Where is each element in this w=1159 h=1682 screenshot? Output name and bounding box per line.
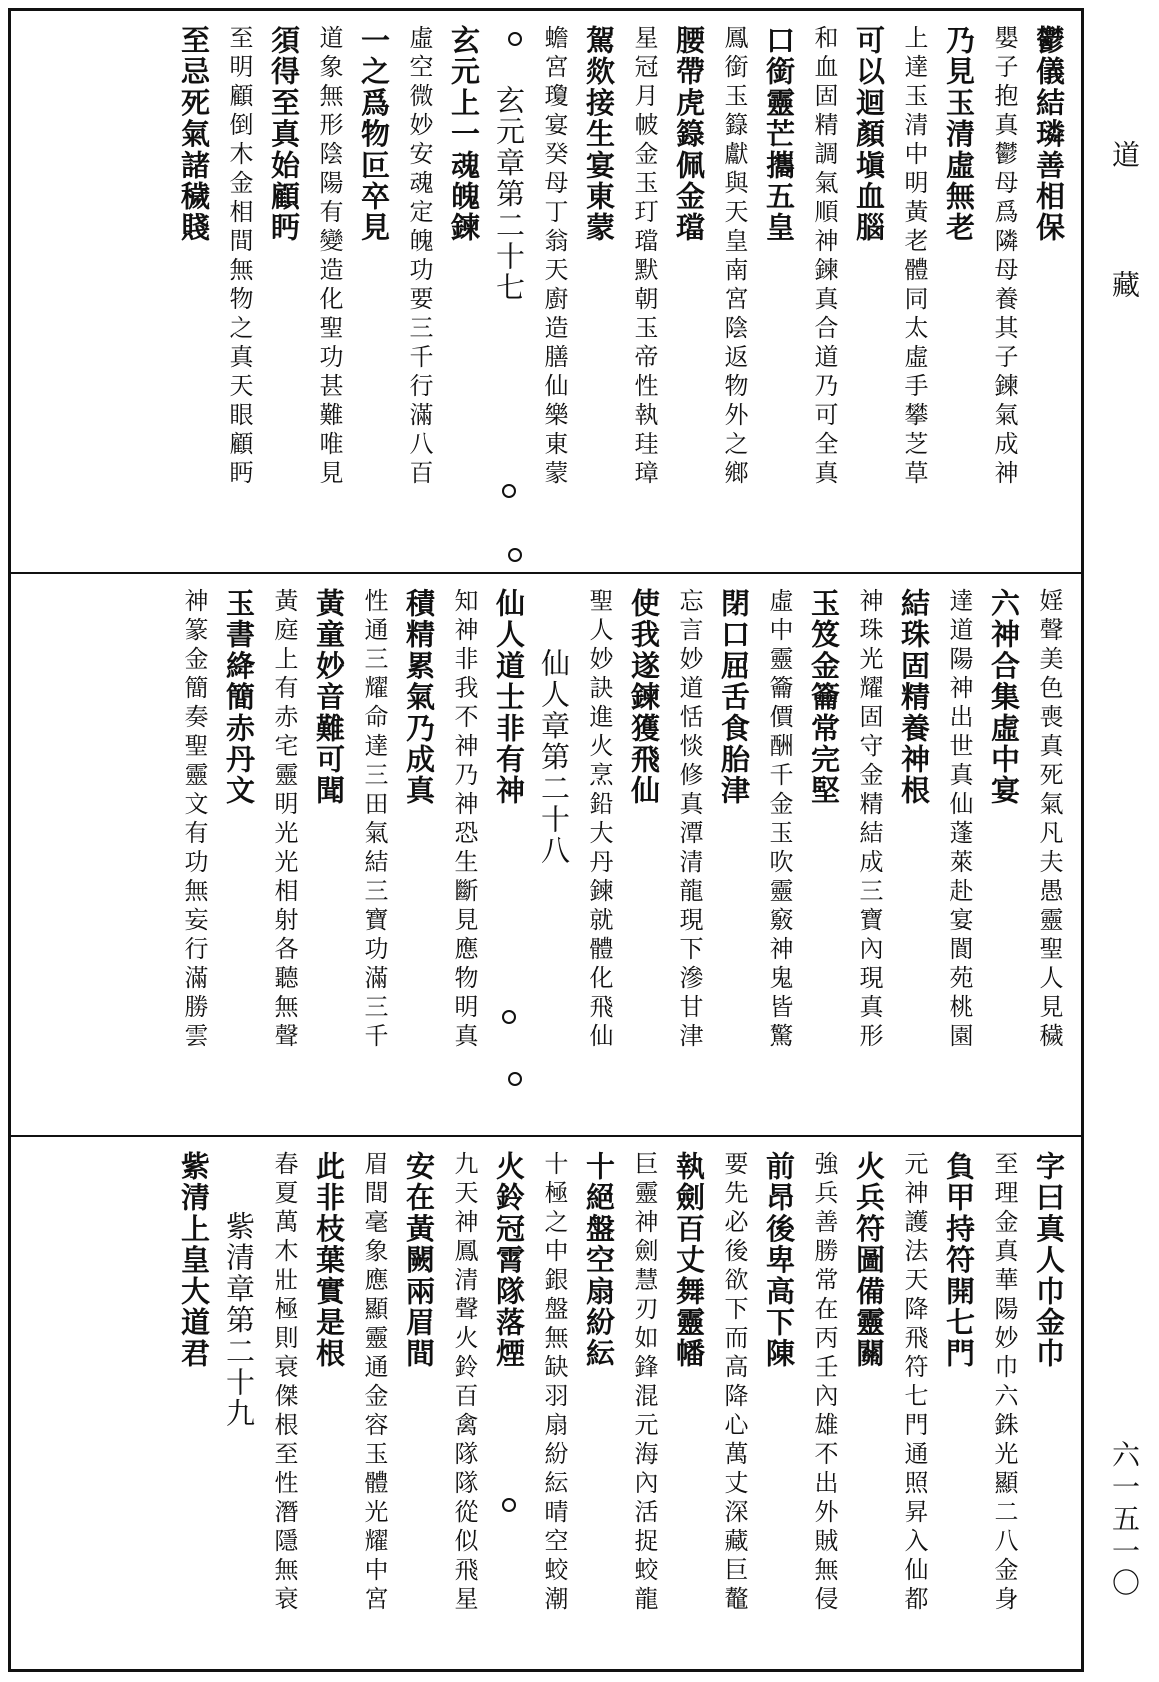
commentary-column: 眉間毫象應顯靈通金容玉體光耀中宮 xyxy=(360,1151,388,1615)
chapter-heading: 玄元章第二十七 xyxy=(492,85,526,304)
circle-mark xyxy=(502,1498,516,1512)
commentary-column: 至理金真華陽妙巾六銖光顯二八金身 xyxy=(990,1151,1018,1615)
verse-column: 閉口屈舌食胎津 xyxy=(717,588,751,807)
verse-column: 腰帶虎籙佩金璫 xyxy=(672,25,706,244)
commentary-column: 元神護法天降飛符七門通照昇入仙都 xyxy=(900,1151,928,1615)
verse-column: 使我遂鍊獲飛仙 xyxy=(627,588,661,807)
commentary-column: 黃庭上有赤宅靈明光光相射各聽無聲 xyxy=(270,588,298,1052)
commentary-column: 鳳銜玉籙獻與天皇南宮陰返物外之鄉 xyxy=(720,25,748,489)
commentary-column: 知神非我不神乃神恐生斷見應物明真 xyxy=(450,588,478,1052)
verse-column: 玄元上一魂魄鍊 xyxy=(447,25,481,244)
commentary-column: 星冠月帔金玉玎璫默朝玉帝性執珪璋 xyxy=(630,25,658,489)
verse-column: 積精累氣乃成真 xyxy=(402,588,436,807)
verse-column: 一之爲物叵卒見 xyxy=(357,25,391,244)
circle-mark xyxy=(508,548,522,562)
verse-column: 火兵符圖備靈關 xyxy=(852,1151,886,1370)
circle-mark xyxy=(502,484,516,498)
verse-column: 玉書絳簡赤丹文 xyxy=(222,588,256,807)
commentary-column: 虛中靈籥價酬千金玉吹靈竅神鬼皆驚 xyxy=(765,588,793,1052)
verse-column: 仙人道士非有神 xyxy=(492,588,526,807)
verse-column: 須得至真始顧眄 xyxy=(267,25,301,244)
verse-column: 字曰真人巾金巾 xyxy=(1032,1151,1066,1370)
verse-column: 可以迴顏塡血腦 xyxy=(852,25,886,244)
commentary-column: 上達玉清中明黃老體同太虛手攀芝草 xyxy=(900,25,928,489)
text-band-middle xyxy=(11,572,1081,1135)
commentary-column: 虛空微妙安魂定魄功要三千行滿八百 xyxy=(405,25,433,489)
page-number: 六一五一〇 xyxy=(1108,1440,1141,1600)
commentary-column: 婬聲美色喪真死氣凡夫愚靈聖人見穢 xyxy=(1035,588,1063,1052)
commentary-column: 巨靈神劍慧刃如鋒混元海內活捉蛟龍 xyxy=(630,1151,658,1615)
chapter-heading: 紫清章第二十九 xyxy=(222,1211,256,1430)
commentary-column: 道象無形陰陽有變造化聖功甚難唯見 xyxy=(315,25,343,489)
verse-column: 此非枝葉實是根 xyxy=(312,1151,346,1370)
verse-column: 執劍百丈舞靈幡 xyxy=(672,1151,706,1370)
commentary-column: 忘言妙道恬惔修真潭清龍現下滲甘津 xyxy=(675,588,703,1052)
commentary-column: 達道陽神出世真仙蓬萊赴宴閬苑桃園 xyxy=(945,588,973,1052)
text-band-bottom xyxy=(11,1135,1081,1669)
verse-column: 前昂後卑高下陳 xyxy=(762,1151,796,1370)
circle-mark xyxy=(508,1072,522,1086)
commentary-column: 聖人妙訣進火烹鉛大丹鍊就體化飛仙 xyxy=(585,588,613,1052)
verse-column: 十絕盤空扇紛紜 xyxy=(582,1151,616,1370)
verse-column: 鬱儀結璘善相保 xyxy=(1032,25,1066,244)
verse-column: 乃見玉清虛無老 xyxy=(942,25,976,244)
commentary-column: 神篆金簡奏聖靈文有功無妄行滿勝雲 xyxy=(180,588,208,1052)
verse-column: 火鈴冠霄隊落煙 xyxy=(492,1151,526,1370)
margin-title-zang: 藏 xyxy=(1108,270,1141,298)
commentary-column: 蟾宮瓊宴癸母丁翁天廚造膳仙樂東蒙 xyxy=(540,25,568,489)
commentary-column: 強兵善勝常在丙壬內雄不出外賊無侵 xyxy=(810,1151,838,1615)
verse-column: 安在黃闕兩眉間 xyxy=(402,1151,436,1370)
circle-mark xyxy=(508,32,522,46)
margin-title-dao: 道 xyxy=(1108,140,1141,168)
verse-column: 結珠固精養神根 xyxy=(897,588,931,807)
verse-column: 駕欻接生宴東蒙 xyxy=(582,25,616,244)
commentary-column: 春夏萬木壯極則衰傑根至性潛隱無衰 xyxy=(270,1151,298,1615)
text-band-top xyxy=(11,11,1081,572)
verse-column: 玉笈金籥常完堅 xyxy=(807,588,841,807)
verse-column: 負甲持符開七門 xyxy=(942,1151,976,1370)
verse-column: 六神合集虛中宴 xyxy=(987,588,1021,807)
commentary-column: 九天神鳳清聲火鈴百禽隊隊從似飛星 xyxy=(450,1151,478,1615)
verse-column: 至忌死氣諸穢賤 xyxy=(177,25,211,244)
commentary-column: 至明顧倒木金相間無物之真天眼顧眄 xyxy=(225,25,253,489)
verse-column: 黃童妙音難可聞 xyxy=(312,588,346,807)
chapter-heading: 仙人章第二十八 xyxy=(537,648,571,867)
verse-column: 紫清上皇大道君 xyxy=(177,1151,211,1370)
commentary-column: 和血固精調氣順神鍊真合道乃可全真 xyxy=(810,25,838,489)
commentary-column: 嬰子抱真鬱母爲隣母養其子鍊氣成神 xyxy=(990,25,1018,489)
commentary-column: 性通三耀命達三田氣結三寶功滿三千 xyxy=(360,588,388,1052)
commentary-column: 十極之中銀盤無缺羽扇紛紜晴空蛟潮 xyxy=(540,1151,568,1615)
verse-column: 口銜靈芒攜五皇 xyxy=(762,25,796,244)
commentary-column: 要先必後欲下而高降心萬丈深藏巨鼇 xyxy=(720,1151,748,1615)
page-frame xyxy=(8,8,1084,1672)
circle-mark xyxy=(502,1010,516,1024)
commentary-column: 神珠光耀固守金精結成三寶內現真形 xyxy=(855,588,883,1052)
